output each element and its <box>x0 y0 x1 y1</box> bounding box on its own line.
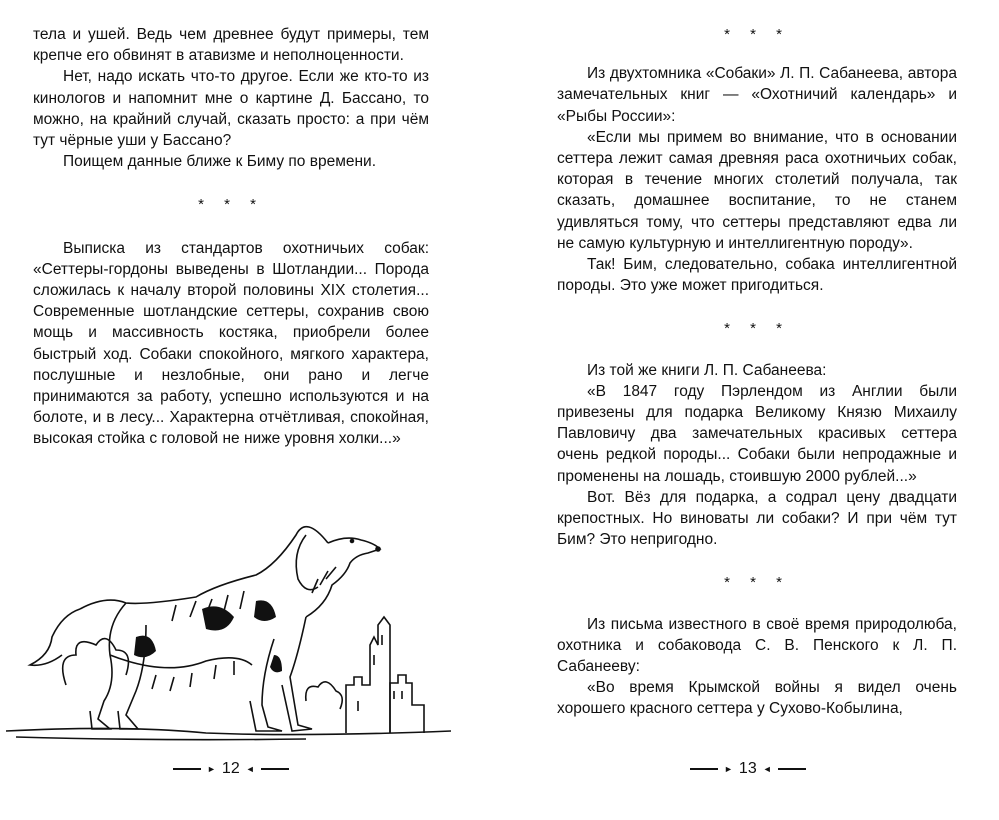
folio-arrow-icon: ◄ <box>245 764 255 774</box>
folio-rule <box>261 768 289 770</box>
section-separator: * * * <box>724 320 790 338</box>
section-separator: * * * <box>724 574 790 592</box>
paragraph: «В 1847 году Пэрлендом из Англии были привезены для подарка Великому Князю Михаилу Павловичу два замечательных красивых сеттера очень редкой породы... Собаки были непродажные и променены на лошадь, стоившую 2000 рублей...» <box>557 382 957 485</box>
paragraph: Так! Бим, следовательно, собака интеллигентной породы. Это уже может пригодиться. <box>557 256 957 295</box>
gutter <box>492 0 507 820</box>
folio-rule <box>173 768 201 770</box>
right-page <box>507 0 999 820</box>
page-number-text: 13 <box>738 760 757 777</box>
folio-rule <box>778 768 806 770</box>
page-number-text: 12 <box>221 760 240 777</box>
page-number-left <box>173 760 289 778</box>
folio-arrow-icon: ◄ <box>762 764 772 774</box>
page-number-right <box>690 760 806 778</box>
paragraph: тела и ушей. Ведь чем древнее будут примеры, тем крепче его обвинят в атавизме и неполноценности. <box>33 26 429 65</box>
paragraph: Вот. Вёз для подарка, а содрал цену двадцати крепостных. Но виноваты ли собаки? И при чём тут Бим? Это непригодно. <box>557 488 957 549</box>
folio-rule <box>690 768 718 770</box>
paragraph: Поищем данные ближе к Биму по времени. <box>63 153 377 171</box>
folio-arrow-icon: ► <box>207 764 216 774</box>
section-separator: * * * <box>198 196 264 214</box>
left-page <box>0 0 492 820</box>
section-separator: * * * <box>724 26 790 43</box>
paragraph: Нет, надо искать что-то другое. Если же кто-то из кинологов и напомнит мне о картине Д. Бассано, то можно, на крайний случай, сказать просто: а при чём тут чёрные уши у Бассано? <box>33 68 429 150</box>
folio-arrow-icon: ► <box>724 764 733 774</box>
paragraph: «Если мы примем во внимание, что в основании сеттера лежит самая древняя раса охотничьих собак, которая в течение многих столетий получала, так сказать, домашнее воспитание, то не станем удивляться тому, что сеттеры представляют едва ли не самую культурную и интеллигентную породу». <box>557 128 957 252</box>
paragraph: Выписка из стандартов охотничьих собак: «Сеттеры-гордоны выведены в Шотландии... Порода сложилась к началу второй половины XIX столетия... Современные шотландские сеттеры, сохранив свою мощь и массивность костяка, приобрели более быстрый ход. Собаки спокойного, мягкого характера, послушные и незлобные, они рано и легче принимаются за работу, успешно используются и на болоте, и в лесу... Характерна отчётливая, спокойная, высокая стойка с головой не ниже уровня холки...» <box>33 239 429 448</box>
left-text-column <box>33 24 429 450</box>
paragraph: Из той же книги Л. П. Сабанеева: <box>587 361 827 379</box>
right-text-column <box>557 24 957 720</box>
paragraph: «Во время Крымской войны я видел очень хорошего красного сеттера у Сухово-Кобылина, <box>557 679 957 718</box>
paragraph: Из письма известного в своё время природолюба, охотника и собаковода С. В. Пенского к Л. П. Сабанееву: <box>557 615 957 676</box>
paragraph: Из двухтомника «Собаки» Л. П. Сабанеева, автора замечательных книг — «Охотничий календарь» и «Рыбы России»: <box>557 65 957 125</box>
setter-dog-illustration <box>6 505 451 745</box>
